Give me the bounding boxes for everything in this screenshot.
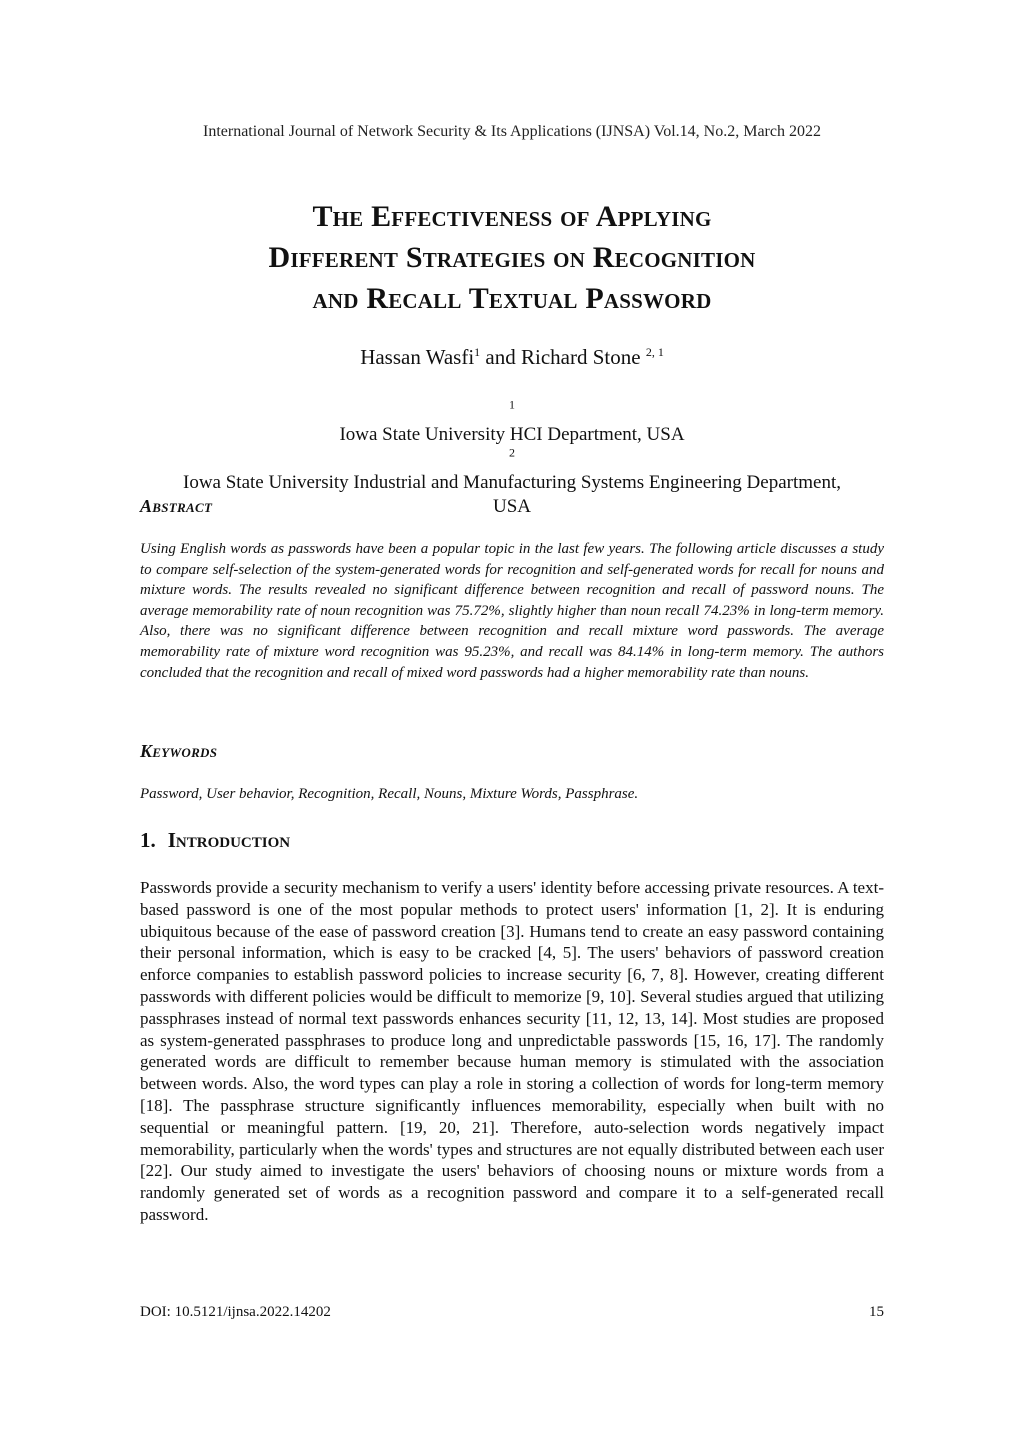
- section-title: Introduction: [167, 828, 291, 852]
- section-number: 1.: [140, 828, 156, 852]
- author-name: Richard Stone: [521, 345, 646, 369]
- author-list: [0, 345, 1024, 370]
- affiliation-mark: 2: [509, 445, 515, 460]
- affiliations: [140, 399, 884, 519]
- abstract-body: Using English words as passwords have been a popular topic in the last few years. The following article discusses a study to compare self-selection of the system-generated words for recognition and self-generated words for recall for nouns and mixture words. The results revealed no significant difference between recognition and recall of password nouns. The average memorability rate of noun recognition was 75.72%, slightly higher than noun recall 74.23% in long-term memory. Also, there was no significant difference between recognition and recall mixture word passwords. The average memorability rate of mixture word recognition was 95.23%, and recall was 84.14% in long-term memory. The authors concluded that the recognition and recall of mixed word passwords had a higher memorability rate than nouns.: [140, 541, 884, 681]
- author-conjunction: and: [480, 345, 521, 369]
- author-affiliation-mark: 2, 1: [645, 345, 664, 359]
- author-name: Hassan Wasfi: [360, 345, 475, 369]
- author-affiliation-mark: 1: [474, 345, 481, 359]
- introduction-body: Passwords provide a security mechanism to verify a users' identity before accessing private resources. A text-based password is one of the most popular methods to protect users' information [1, 2]. It is enduring ubiquitous because of the ease of password creation [3]. Humans tend to create an easy password containing their personal information, which is easy to be cracked [4, 5]. The users' behaviors of password creation enforce companies to establish password policies to increase security [6, 7, 8]. However, creating different passwords with different policies would be difficult to memorize [9, 10]. Several studies argued that utilizing passphrases instead of normal text passwords enhances security [11, 12, 13, 14]. Most studies are proposed as system-generated passphrases to produce long and unpredictable passwords [15, 16, 17]. The randomly generated words are difficult to remember because human memory is stimulated with the association between words. Also, the word types can play a role in storing a collection of words for long-term memory [18]. The passphrase structure significantly influences memorability, especially when built with no sequential or meaningful pattern. [19, 20, 21]. Therefore, auto-selection words negatively impact memorability, particularly when the words' types and structures are not equally distributed between each user [22]. Our study aimed to investigate the users' behaviors of choosing nouns or mixture words from a randomly generated set of words as a recognition password and compare it to a self-generated recall password.: [140, 878, 884, 1224]
- paper-title: [112, 196, 912, 319]
- title-line: The Effectiveness of Applying: [312, 200, 712, 233]
- title-line: and Recall Textual Password: [312, 282, 712, 315]
- title-line: Different Strategies on Recognition: [268, 241, 756, 274]
- affiliation-mark: 1: [509, 397, 515, 412]
- affiliation-1: [140, 399, 884, 447]
- running-header: International Journal of Network Security & Its Applications (IJNSA) Vol.14, No.2, March 2022: [203, 123, 821, 140]
- introduction-heading: [140, 828, 290, 853]
- affiliation-2-continued: USA: [492, 496, 531, 517]
- footer-doi: DOI: 10.5121/ijnsa.2022.14202: [140, 1304, 331, 1320]
- page-number: 15: [869, 1304, 884, 1320]
- affiliation-2: [140, 447, 884, 495]
- affiliation-text: Iowa State University Industrial and Manufacturing Systems Engineering Department,: [183, 472, 841, 493]
- affiliation-text: Iowa State University HCI Department, USA: [339, 424, 685, 445]
- abstract-heading: Abstract: [140, 496, 213, 516]
- keywords-heading: Keywords: [140, 741, 218, 761]
- keywords-body: Password, User behavior, Recognition, Recall, Nouns, Mixture Words, Passphrase.: [140, 786, 639, 802]
